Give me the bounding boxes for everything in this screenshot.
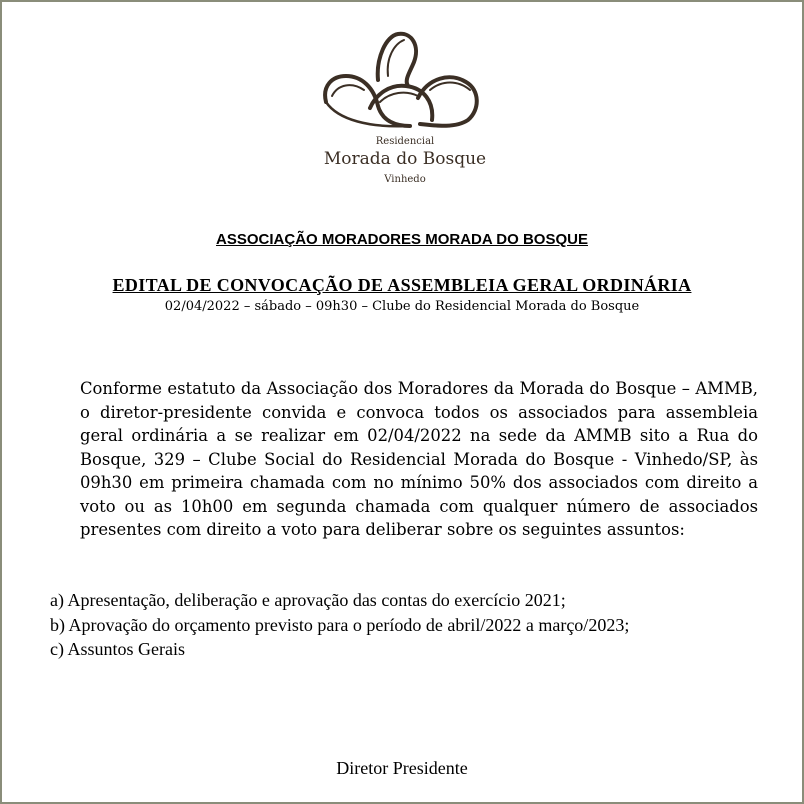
agenda-item: b) Aprovação do orçamento previsto para o período de abril/2022 a março/2023; [50,614,630,635]
residencial-logo [320,28,490,188]
logo-city-text: Vinhedo [384,174,426,185]
agenda-list [50,588,790,662]
logo-name-text: Morada do Bosque [323,149,487,169]
association-heading: ASSOCIAÇÃO MORADORES MORADA DO BOSQUE [216,231,588,248]
agenda-item: c) Assuntos Gerais [50,639,185,659]
edital-title: EDITAL DE CONVOCAÇÃO DE ASSEMBLEIA GERAL ORDINÁRIA [112,275,692,295]
logo-residencial-text: Residencial [375,136,435,147]
signature-label: Diretor Presidente [336,758,468,778]
convocation-paragraph: Conforme estatuto da Associação dos Moradores da Morada do Bosque – AMMB, o diretor-presidente convida e convoca todos os associados para assembleia geral ordinária a se realizar em 02/04/2022 na sede da AMMB sito a Rua do Bosque, 329 – Clube Social do Residencial Morada do Bosque - Vinhedo/SP, às 09h30 em primeira chamada com no mínimo 50% dos associados com direito a voto ou as 10h00 em segunda chamada com qualquer número de associados presentes com direito a voto para deliberar sobre os seguintes assuntos: [80,379,758,539]
agenda-item: a) Apresentação, deliberação e aprovação das contas do exercício 2021; [50,590,566,610]
meeting-details: 02/04/2022 – sábado – 09h30 – Clube do Residencial Morada do Bosque [164,299,640,314]
trees-logo-icon [320,28,490,138]
